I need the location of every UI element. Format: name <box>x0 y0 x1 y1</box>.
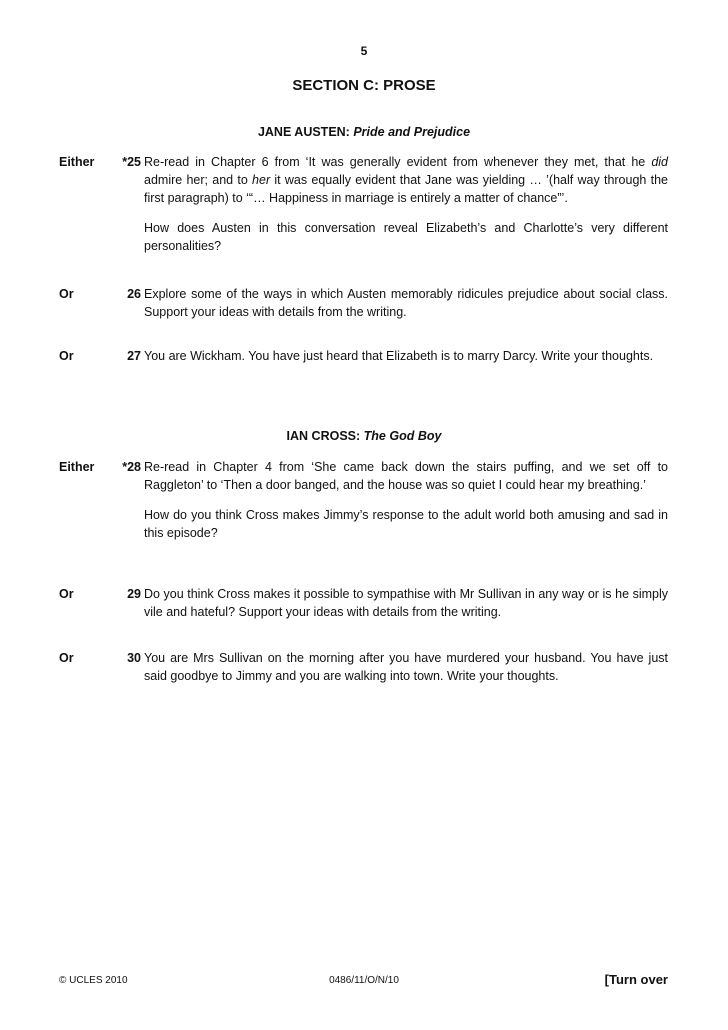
question-prompt: How does Austen in this conversation reveal Elizabeth’s and Charlotte’s very different personalities? <box>144 221 668 253</box>
question-26 <box>59 285 668 321</box>
question-30 <box>59 649 668 685</box>
question-label: Either <box>59 460 95 474</box>
question-text: You are Mrs Sullivan on the morning after you have murdered your husband. You have just said goodbye to Jimmy and you are walking into town. Write your thoughts. <box>144 651 668 683</box>
question-body <box>144 153 668 255</box>
question-number: 30 <box>127 651 141 665</box>
footer-copyright: © UCLES 2010 <box>59 975 128 986</box>
author-name: IAN CROSS: <box>286 429 361 443</box>
question-number: 27 <box>127 349 141 363</box>
question-passage: Re-read in Chapter 4 from ‘She came back down the stairs puffing, and we set off to Raggleton’ to ‘Then a door banged, and the house was so quiet I could hear my breathing.’ <box>144 460 668 492</box>
question-body <box>144 649 668 685</box>
text-heading-austen <box>0 125 728 139</box>
question-number: 26 <box>127 287 141 301</box>
question-text: You are Wickham. You have just heard that Elizabeth is to marry Darcy. Write your thoughts. <box>144 349 654 363</box>
question-29 <box>59 585 668 621</box>
question-27 <box>59 347 668 365</box>
question-25 <box>59 153 668 255</box>
question-prompt: How do you think Cross makes Jimmy’s response to the adult world both amusing and sad in this episode? <box>144 508 668 540</box>
question-number: *25 <box>122 155 141 169</box>
section-title: SECTION C: PROSE <box>292 77 436 94</box>
text-heading-cross <box>0 429 728 443</box>
question-28 <box>59 458 668 542</box>
footer-paper-code: 0486/11/O/N/10 <box>329 975 399 986</box>
question-number: 29 <box>127 587 141 601</box>
question-label: Or <box>59 651 74 665</box>
book-title: Pride and Prejudice <box>353 125 471 139</box>
question-label: Or <box>59 349 74 363</box>
question-body <box>144 285 668 321</box>
footer-turn-over: [Turn over <box>604 972 668 987</box>
question-label: Or <box>59 287 74 301</box>
question-body <box>144 347 668 365</box>
question-label: Or <box>59 587 74 601</box>
question-label: Either <box>59 155 95 169</box>
question-passage: Re-read in Chapter 6 from ‘It was generally evident from whenever they met, that he did admire her; and to her it was equally evident that Jane was yielding … ’(half way through the first paragraph) to ‘“… Happiness in marriage is entirely a matter of chance”’. <box>144 155 668 205</box>
question-text: Do you think Cross makes it possible to sympathise with Mr Sullivan in any way or is he simply vile and hateful? Support your ideas with details from the writing. <box>144 587 668 619</box>
question-text: Explore some of the ways in which Austen memorably ridicules prejudice about social class. Support your ideas with details from the writing. <box>144 287 668 319</box>
author-name: JANE AUSTEN: <box>257 125 350 139</box>
question-number: *28 <box>122 460 141 474</box>
question-body <box>144 458 668 542</box>
page-number: 5 <box>360 44 368 58</box>
book-title: The God Boy <box>363 429 442 443</box>
question-body <box>144 585 668 621</box>
